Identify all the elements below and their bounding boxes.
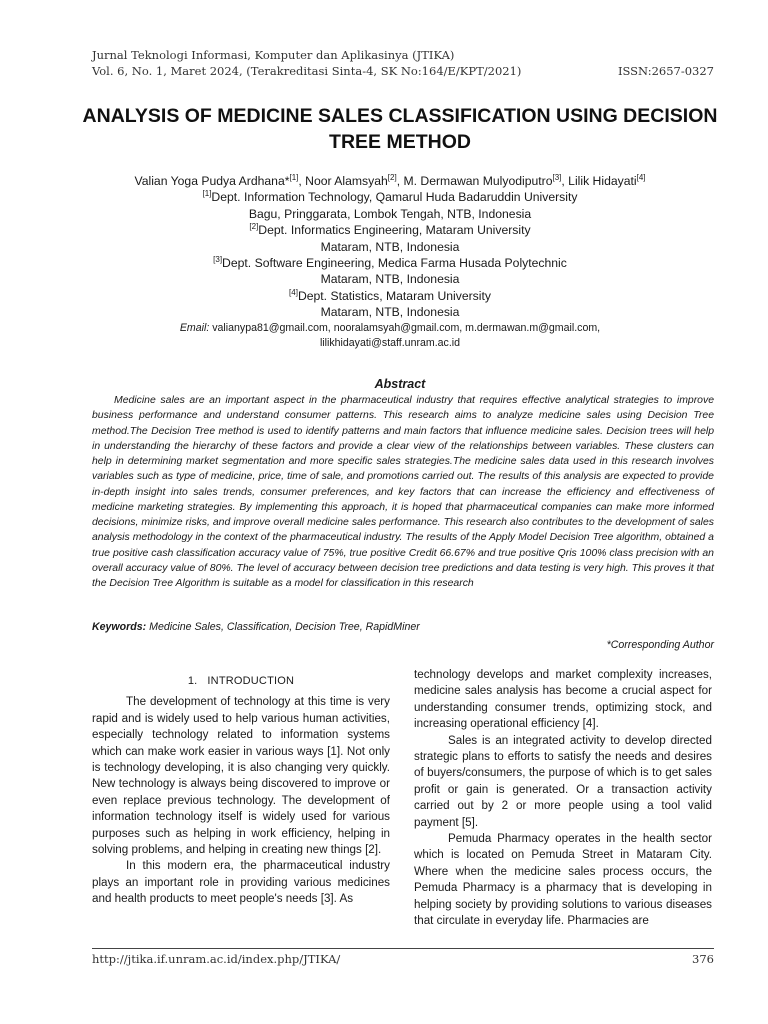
paragraph: In this modern era, the pharmaceutical industry plays an important role in providing various medicines and health products to meet people's needs [3]. As <box>92 859 390 906</box>
author-3: , M. Dermawan Mulyodiputro <box>396 174 553 188</box>
affiliation-1 <box>80 189 700 205</box>
author-4: , Lilik Hidayati <box>561 174 637 188</box>
affiliation-3-dept: Dept. Software Engineering, Medica Farma Husada Polytechnic <box>222 256 567 271</box>
author-3-ref: [3] <box>552 172 562 182</box>
corresponding-author-note: *Corresponding Author <box>606 639 714 651</box>
affiliation-1-location: Bagu, Pringgarata, Lombok Tengah, NTB, Indonesia <box>248 206 532 221</box>
affiliation-2-ref: [2] <box>249 222 259 232</box>
journal-name: Jurnal Teknologi Informasi, Komputer dan Aplikasinya (JTIKA) <box>92 48 455 62</box>
paragraph: Sales is an integrated activity to develop directed strategic plans to efforts to satisfy the needs and desires of buyers/consumers, the purpose of which is to get sales profit or gain is generated. Or a transaction activity carried out by 2 or more people using a tool valid payment [5]. <box>414 733 712 829</box>
author-2-ref: [2] <box>387 172 397 182</box>
running-footer <box>92 952 714 966</box>
body-column-left <box>92 667 390 908</box>
volume-info: Vol. 6, No. 1, Maret 2024, (Terakreditasi Sinta-4, SK No:164/E/KPT/2021) <box>92 64 522 78</box>
issn: ISSN:2657-0327 <box>617 64 714 78</box>
affiliation-2-location: Mataram, NTB, Indonesia <box>320 239 460 254</box>
affiliation-2-dept: Dept. Informatics Engineering, Mataram University <box>258 223 531 238</box>
affiliation-3-ref: [3] <box>213 254 223 264</box>
affiliation-2 <box>80 222 700 238</box>
email-line <box>80 321 700 337</box>
paragraph: The development of technology at this time is very rapid and is widely used to help various human activities, especially technology related to information systems which can make work easier in various ways [1]. Not only is technology developing, it is also changing very quickly. New technology is always being discovered to improve or even replace previous technology. The development of information technology itself is widely used for various purposes such as helping in work efficiency, helping in solving problems, and helping in creating new things [2]. <box>92 695 390 857</box>
author-4-ref: [4] <box>636 172 646 182</box>
email-addresses-1: valianypa81@gmail.com, nooralamsyah@gmail.com, m.dermawan.m@gmail.com, <box>209 321 601 334</box>
footer-rule <box>92 948 714 949</box>
paragraph: technology develops and market complexity increases, medicine sales analysis has become a crucial aspect for understanding consumer trends, optimizing stock, and increasing operational efficiency [4]. <box>414 668 712 731</box>
affiliation-4 <box>80 288 700 304</box>
author-list <box>80 173 700 189</box>
body-column-right <box>414 667 712 930</box>
author-1: Valian Yoga Pudya Ardhana* <box>134 174 290 188</box>
page-number: 376 <box>692 952 714 966</box>
paragraph: Pemuda Pharmacy operates in the health sector which is located on Pemuda Street in Mataram City. Where when the medicine sales process occurs, the Pemuda Pharmacy is a pharmacy that is developing in helping society by providing solutions to various diseases that circulate in everyday life. Pharmacies are <box>414 832 712 928</box>
affiliation-1-ref: [1] <box>202 189 212 199</box>
section-number: 1. <box>187 675 198 687</box>
running-header <box>92 47 714 79</box>
affiliation-1-dept: Dept. Information Technology, Qamarul Huda Badaruddin University <box>211 190 578 205</box>
affiliation-3 <box>80 255 700 271</box>
section-heading <box>92 673 390 689</box>
journal-url[interactable]: http://jtika.if.unram.ac.id/index.php/JTIKA/ <box>92 952 341 966</box>
section-title: INTRODUCTION <box>207 675 295 687</box>
abstract-text: Medicine sales are an important aspect in the pharmaceutical industry that requires effective analytical strategies to improve business performance and understand consumer patterns. This research aims to analyze medicine sales using Decision Tree method.The Decision Tree method is used to identify patterns and main factors that influence medicine sales. Decision trees will help in understanding the hierarchy of these factors and provide a clear view of the relationships between variables. These clusters can help in determining market segmentation and more specific sales strategies.The medicine sales data used in this research involves variables such as type of medicine, price, time of sale, and promotions carried out. The results of this analysis are expected to provide in-depth insight into sales trends, consumer preferences, and key factors that can increase the efficiency and effectiveness of medicine marketing strategies. By implementing this approach, it is hoped that pharmaceutical companies can make more informed decisions, minimize risks, and improve overall medicine sales performance. This research also contributes to the development of sales analysis methodology in the context of the pharmaceutical industry. The results of the Apply Model Decision Tree algorithm, obtained a true positive cash classification accuracy value of 75%, true positive Credit 66.67% and true positive Qris 100% class precision with an overall accuracy value of 80%. The level of accuracy between decision tree predictions and data testing is very high. This proves it that the Decision Tree Algorithm is suitable as a model for classification in this research <box>92 395 714 589</box>
affiliation-4-location: Mataram, NTB, Indonesia <box>320 305 460 320</box>
paper-title <box>80 103 720 155</box>
affiliation-4-dept: Dept. Statistics, Mataram University <box>297 288 491 303</box>
keywords-label: Keywords: <box>92 621 147 633</box>
abstract-heading: Abstract <box>374 377 426 391</box>
affiliation-4-ref: [4] <box>289 287 298 297</box>
title-line-1: ANALYSIS OF MEDICINE SALES CLASSIFICATION USING DECISION <box>82 105 718 127</box>
title-line-2: TREE METHOD <box>329 131 471 153</box>
author-block <box>80 173 700 352</box>
keywords-list: Medicine Sales, Classification, Decision Tree, RapidMiner <box>146 621 420 633</box>
author-2: , Noor Alamsyah <box>298 174 388 188</box>
author-1-ref: [1] <box>289 172 299 182</box>
keywords-line <box>92 621 714 633</box>
affiliation-3-location: Mataram, NTB, Indonesia <box>320 272 460 287</box>
email-label: Email: <box>179 321 210 334</box>
email-addresses-2: lilikhidayati@staff.unram.ac.id <box>319 337 461 350</box>
